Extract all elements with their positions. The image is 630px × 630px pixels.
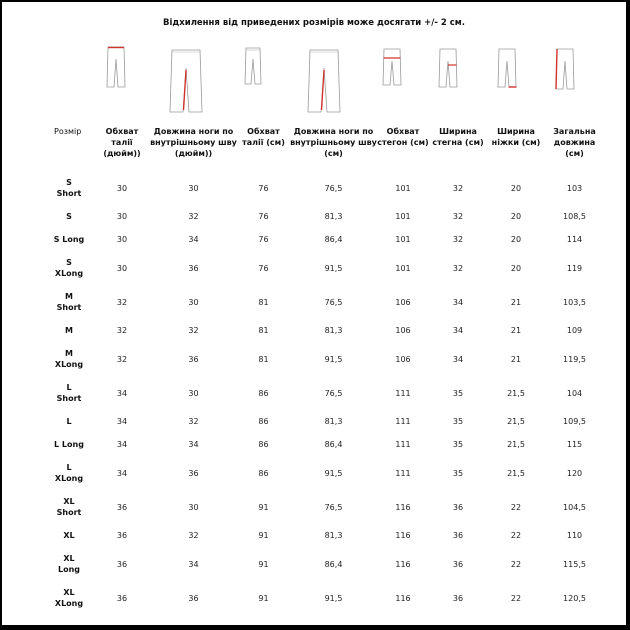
value-cell: 34 [116,440,128,449]
size-cell: L Long [54,440,84,449]
value-cell: 20 [510,212,522,221]
value-cell: 32 [452,183,464,193]
value-cell: 34 [116,417,128,426]
value-cell: 22 [510,559,522,569]
table-row [44,410,604,433]
col-header-waist-cm: Обхват талії (см) [242,127,285,147]
value-cell: 36 [452,593,464,603]
size-cell: L XLong [54,463,84,483]
value-cell: 34 [188,559,199,569]
value-cell: 36 [452,502,464,512]
value-cell: 34 [452,326,464,335]
value-cell: 81,3 [324,212,343,221]
value-cell: 76 [258,263,269,273]
value-cell: 32 [116,297,128,307]
value-cell: 115 [566,440,583,449]
value-cell: 21 [510,297,522,307]
value-cell: 22 [510,593,522,603]
value-cell: 20 [510,263,522,273]
value-cell: 30 [188,388,199,398]
col-header-total-length-cm: Загальна довжина (см) [553,127,596,158]
table-row [44,524,604,547]
value-cell: 108,5 [563,212,586,221]
value-cell: 86,4 [324,235,343,244]
value-cell: 35 [452,440,464,449]
value-cell: 101 [395,183,411,193]
measurement-icons-row [2,40,626,116]
value-cell: 81,3 [324,326,343,335]
value-cell: 86 [258,440,269,449]
value-cell: 22 [510,502,522,512]
value-cell: 32 [452,212,464,221]
value-cell: 34 [452,354,464,364]
value-cell: 111 [395,388,411,398]
table-row [44,171,604,205]
value-cell: 35 [452,468,464,478]
col-header-leg-cm: Ширина ніжки (см) [491,127,541,147]
value-cell: 21 [510,354,522,364]
value-cell: 81,3 [324,531,343,540]
value-cell: 32 [452,263,464,273]
value-cell: 86,4 [324,559,343,569]
deviation-note: Відхилення від приведених розмірів може досягати +/- 2 см. [163,18,465,28]
value-cell: 103 [566,183,583,193]
value-cell: 120 [566,468,583,478]
value-cell: 86 [258,417,269,426]
value-cell: 20 [510,235,522,244]
value-cell: 76 [258,235,269,244]
size-cell: XL Long [57,554,80,574]
value-cell: 106 [395,354,411,364]
table-header-row [44,126,604,171]
value-cell: 36 [116,593,128,603]
value-cell: 34 [452,297,464,307]
value-cell: 30 [188,297,199,307]
table-row [44,490,604,524]
value-cell: 34 [116,388,128,398]
value-cell: 30 [116,183,128,193]
pants-waist-icon [106,45,126,89]
pants-total-length-icon [554,47,576,91]
table-row [44,547,604,581]
value-cell: 106 [395,297,411,307]
value-cell: 104 [566,388,583,398]
value-cell: 76,5 [324,388,343,398]
value-cell: 81 [258,297,269,307]
size-cell: S Long [53,235,85,244]
size-cell: L [66,417,72,426]
value-cell: 30 [188,183,199,193]
value-cell: 21,5 [507,388,525,398]
col-header-inseam-cm: Довжина ноги по внутрішньому шву (см) [290,127,377,158]
value-cell: 21,5 [507,468,525,478]
value-cell: 30 [188,502,199,512]
col-header-inseam-in: Довжина ноги по внутрішньому шву (дюйм)) [150,127,237,158]
value-cell: 101 [395,235,411,244]
col-header-waist-in: Обхват талії (дюйм)) [103,127,141,158]
value-cell: 32 [188,326,199,335]
table-row [44,319,604,342]
value-cell: 32 [188,531,199,540]
value-cell: 76 [258,183,269,193]
value-cell: 91,5 [324,593,343,603]
value-cell: 91,5 [324,263,343,273]
size-cell: XL Short [56,497,82,517]
value-cell: 21 [510,326,522,335]
value-cell: 91 [258,593,269,603]
value-cell: 76,5 [324,297,343,307]
table-row [44,433,604,456]
pants-hip-icon [382,47,402,87]
value-cell: 86,4 [324,440,343,449]
value-cell: 120,5 [563,593,586,603]
value-cell: 111 [395,440,411,449]
value-cell: 32 [188,212,199,221]
value-cell: 20 [510,183,522,193]
col-header-thigh-cm: Ширина стегна (см) [432,127,484,147]
value-cell: 30 [116,235,128,244]
value-cell: 101 [395,212,411,221]
value-cell: 116 [395,502,411,512]
size-cell: L Short [56,383,82,403]
value-cell: 115,5 [563,559,586,569]
pants-waist-icon [244,46,262,86]
value-cell: 109 [566,326,583,335]
value-cell: 22 [510,531,522,540]
size-cell: M [65,326,73,335]
table-row [44,251,604,285]
size-cell: S [66,212,72,221]
value-cell: 36 [188,468,199,478]
size-cell: XL [63,531,75,540]
value-cell: 76,5 [324,502,343,512]
value-cell: 36 [116,502,128,512]
col-header-hip-cm: Обхват стегон (см) [377,127,429,147]
value-cell: 30 [116,263,128,273]
value-cell: 21,5 [507,440,525,449]
table-row [44,228,604,251]
value-cell: 114 [566,235,583,244]
value-cell: 36 [452,531,464,540]
pants-inseam-icon [306,48,342,114]
table-row [44,342,604,376]
value-cell: 111 [395,417,411,426]
value-cell: 32 [452,235,464,244]
value-cell: 116 [395,531,411,540]
value-cell: 36 [188,263,199,273]
size-cell: S Short [56,178,82,198]
value-cell: 32 [116,326,128,335]
value-cell: 81 [258,354,269,364]
table-row [44,376,604,410]
value-cell: 30 [116,212,128,221]
col-header-size: Розмір [54,127,82,136]
table-row [44,581,604,615]
pants-thigh-icon [438,47,458,89]
value-cell: 34 [188,235,199,244]
table-row [44,285,604,319]
size-cell: M XLong [54,349,84,369]
value-cell: 91,5 [324,354,343,364]
value-cell: 36 [116,559,128,569]
value-cell: 119,5 [563,354,586,364]
value-cell: 109,5 [563,417,586,426]
value-cell: 35 [452,388,464,398]
value-cell: 101 [395,263,411,273]
value-cell: 91,5 [324,468,343,478]
value-cell: 119 [566,263,583,273]
value-cell: 36 [116,531,128,540]
value-cell: 21,5 [507,417,525,426]
value-cell: 116 [395,593,411,603]
value-cell: 76,5 [324,183,343,193]
size-chart-sheet [2,2,626,625]
size-cell: XL XLong [54,588,84,608]
value-cell: 116 [395,559,411,569]
value-cell: 81 [258,326,269,335]
value-cell: 91 [258,531,269,540]
value-cell: 35 [452,417,464,426]
value-cell: 91 [258,502,269,512]
value-cell: 34 [116,468,128,478]
value-cell: 103,5 [563,297,586,307]
size-cell: S XLong [54,258,84,278]
value-cell: 86 [258,468,269,478]
value-cell: 36 [452,559,464,569]
table-row [44,205,604,228]
value-cell: 104,5 [563,502,586,512]
value-cell: 110 [566,531,583,540]
value-cell: 76 [258,212,269,221]
value-cell: 81,3 [324,417,343,426]
value-cell: 91 [258,559,269,569]
value-cell: 36 [188,593,199,603]
table-row [44,456,604,490]
pants-inseam-icon [168,48,204,114]
value-cell: 36 [188,354,199,364]
pants-leg-opening-icon [496,47,518,89]
value-cell: 32 [116,354,128,364]
size-cell: M Short [56,292,82,312]
value-cell: 34 [188,440,199,449]
size-table [44,126,604,615]
value-cell: 86 [258,388,269,398]
value-cell: 111 [395,468,411,478]
value-cell: 32 [188,417,199,426]
value-cell: 106 [395,326,411,335]
